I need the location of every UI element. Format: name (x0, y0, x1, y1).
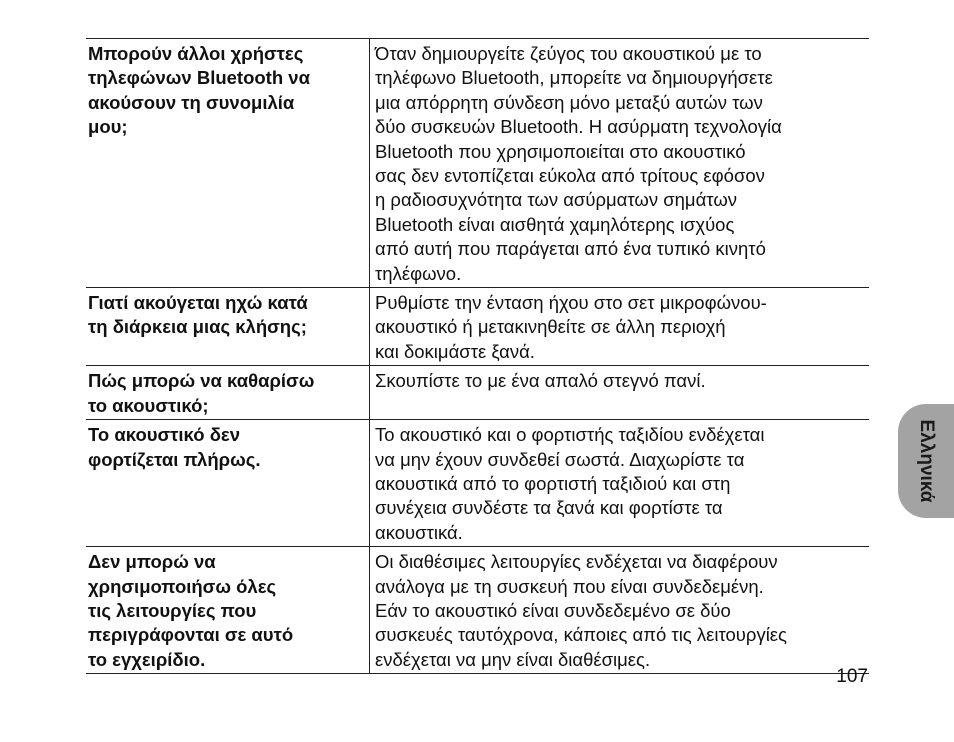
faq-question: Το ακουστικό δεν φορτίζεται πλήρως. (86, 420, 370, 547)
faq-question: Δεν μπορώ να χρησιμοποιήσω όλες τις λειτουργίες που περιγράφονται σε αυτό το εγχειρίδιο. (86, 547, 370, 674)
faq-answer: Ρυθμίστε την ένταση ήχου στο σετ μικροφώνου- ακουστικό ή μετακινηθείτε σε άλλη περιοχή και δοκιμάστε ξανά. (370, 288, 870, 366)
faq-answer: Όταν δημιουργείτε ζεύγος του ακουστικού με το τηλέφωνο Bluetooth, μπορείτε να δημιουργήσετε μια απόρρητη σύνδεση μόνο μεταξύ αυτών των δύο συσκευών Bluetooth. Η ασύρματη τεχνολογία Bluetooth που χρησιμοποιείται στο ακουστικό σας δεν εντοπίζεται εύκολα από τρίτους εφόσον η ραδιοσυχνότητα των ασύρματων σημάτων Bluetooth είναι αισθητά χαμηλότερης ισχύος από αυτή που παράγεται από ένα τυπικό κινητό τηλέφωνο. (370, 39, 870, 288)
language-tab-label: Ελληνικά (916, 419, 937, 503)
faq-question: Πώς μπορώ να καθαρίσω το ακουστικό; (86, 366, 370, 420)
page-number: 107 (836, 666, 868, 687)
faq-table (86, 38, 869, 674)
table-row (86, 547, 869, 674)
faq-question: Μπορούν άλλοι χρήστες τηλεφώνων Bluetooth να ακούσουν τη συνομιλία μου; (86, 39, 370, 288)
table-row (86, 366, 869, 420)
language-tab (898, 404, 954, 518)
faq-answer: Το ακουστικό και ο φορτιστής ταξιδίου ενδέχεται να μην έχουν συνδεθεί σωστά. Διαχωρίστε τα ακουστικά από το φορτιστή ταξιδιού και στη συνέχεια συνδέστε τα ξανά και φορτίστε τα ακουστικά. (370, 420, 870, 547)
faq-question: Γιατί ακούγεται ηχώ κατά τη διάρκεια μιας κλήσης; (86, 288, 370, 366)
faq-answer: Οι διαθέσιμες λειτουργίες ενδέχεται να διαφέρουν ανάλογα με τη συσκευή που είναι συνδεδεμένη. Εάν το ακουστικό είναι συνδεδεμένο σε δύο συσκευές ταυτόχρονα, κάποιες από τις λειτουργίες ενδέχεται να μην είναι διαθέσιμες. (370, 547, 870, 674)
table-row (86, 288, 869, 366)
faq-answer: Σκουπίστε το με ένα απαλό στεγνό πανί. (370, 366, 870, 420)
table-row (86, 39, 869, 288)
table-row (86, 420, 869, 547)
